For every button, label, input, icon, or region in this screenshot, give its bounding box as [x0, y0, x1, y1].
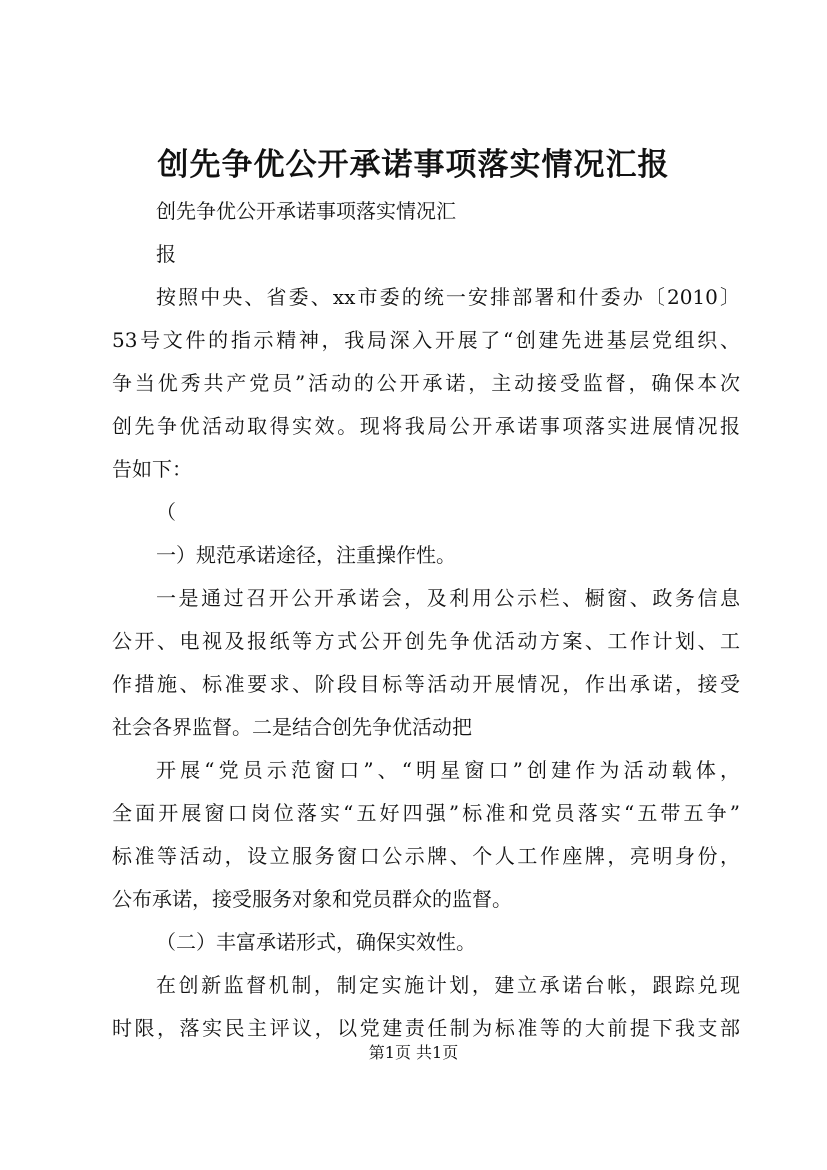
subtitle-line-2: 报 — [156, 242, 176, 266]
paragraph-line: 53号文件的指示精神，我局深入开展了“创建先进基层党组织、 — [112, 328, 740, 352]
paragraph-line: 公布承诺，接受服务对象和党员群众的监督。 — [112, 887, 512, 911]
paragraph-line: （ — [156, 500, 176, 524]
paragraph-line: 告如下： — [112, 457, 192, 481]
paragraph-line: 全面开展窗口岗位落实“五好四强”标准和党员落实“五带五争” — [112, 801, 740, 825]
paragraph-line: 作措施、标准要求、阶段目标等活动开展情况，作出承诺，接受 — [112, 672, 740, 696]
paragraph-line: 时限，落实民主评议，以党建责任制为标准等的大前提下我支部 — [112, 1016, 740, 1040]
page-footer: 第1页 共1页 — [368, 1043, 459, 1062]
paragraph-line: 标准等活动，设立服务窗口公示牌、个人工作座牌，亮明身份， — [112, 844, 740, 868]
subtitle-line-1: 创先争优公开承诺事项落实情况汇 — [156, 199, 456, 223]
section-heading: 一）规范承诺途径，注重操作性。 — [156, 543, 456, 567]
document-title: 创先争优公开承诺事项落实情况汇报 — [157, 147, 670, 183]
document-body — [112, 190, 740, 1050]
paragraph-line: 创先争优活动取得实效。现将我局公开承诺事项落实进展情况报 — [112, 414, 740, 438]
paragraph-line: 开展“党员示范窗口”、“明星窗口”创建作为活动载体， — [156, 758, 740, 782]
paragraph-line: 在创新监督机制，制定实施计划，建立承诺台帐，跟踪兑现 — [156, 973, 740, 997]
paragraph-line: 争当优秀共产党员”活动的公开承诺，主动接受监督，确保本次 — [112, 371, 740, 395]
paragraph-line: 按照中央、省委、xx市委的统一安排部署和什委办〔2010〕 — [156, 285, 740, 309]
paragraph-line: 社会各界监督。二是结合创先争优活动把 — [112, 715, 472, 739]
paragraph-line: 一是通过召开公开承诺会，及利用公示栏、橱窗、政务信息 — [156, 586, 740, 610]
paragraph-line: 公开、电视及报纸等方式公开创先争优活动方案、工作计划、工 — [112, 629, 740, 653]
section-heading: （二）丰富承诺形式，确保实效性。 — [156, 930, 476, 954]
